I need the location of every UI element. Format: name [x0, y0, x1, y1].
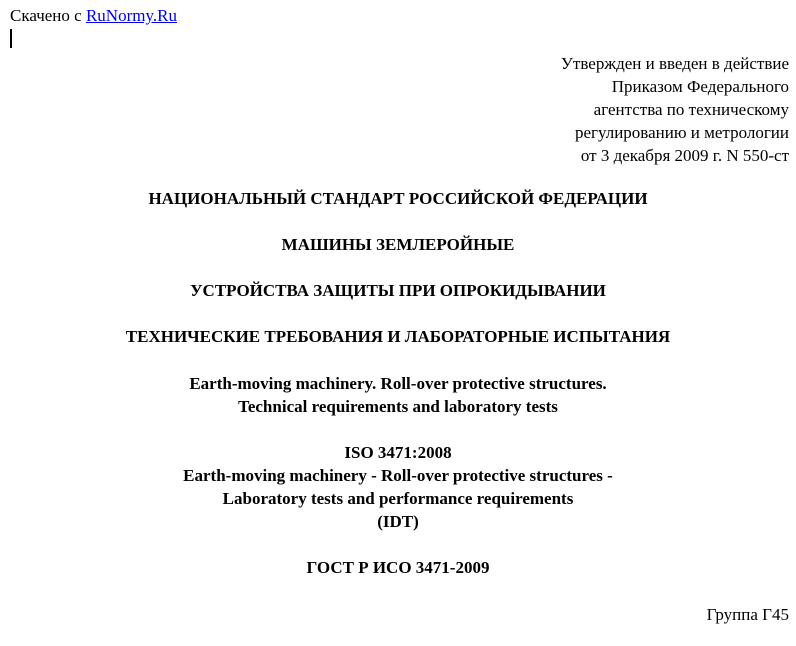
- approval-line: регулированию и метрологии: [574, 123, 789, 142]
- approval-line: Приказом Федерального: [611, 77, 789, 96]
- english-title-line-2: Technical requirements and laboratory tests: [238, 397, 558, 416]
- approval-line: Утвержден и введен в действие: [560, 54, 789, 73]
- download-prefix: Скачено с: [10, 6, 86, 25]
- scope-heading: ТЕХНИЧЕСКИЕ ТРЕБОВАНИЯ И ЛАБОРАТОРНЫЕ ИСПЫТАНИЯ: [125, 327, 671, 346]
- text-cursor: [10, 29, 12, 48]
- iso-title-line-2: Laboratory tests and performance requirements: [222, 489, 574, 508]
- iso-equivalence: (IDT): [377, 512, 419, 531]
- approval-line: от 3 декабря 2009 г. N 550-ст: [580, 146, 789, 165]
- topic-heading: УСТРОЙСТВА ЗАЩИТЫ ПРИ ОПРОКИДЫВАНИИ: [190, 281, 606, 300]
- download-source-line: [10, 5, 177, 27]
- iso-code: ISO 3471:2008: [344, 443, 452, 462]
- approval-block: [561, 52, 789, 167]
- standard-type-heading: НАЦИОНАЛЬНЫЙ СТАНДАРТ РОССИЙСКОЙ ФЕДЕРАЦИИ: [148, 189, 648, 208]
- group-code: Группа Г45: [706, 605, 789, 624]
- approval-line: агентства по техническому: [593, 100, 789, 119]
- subject-heading: МАШИНЫ ЗЕМЛЕРОЙНЫЕ: [281, 235, 515, 254]
- gost-designation: ГОСТ Р ИСО 3471-2009: [306, 558, 490, 577]
- runormy-link[interactable]: RuNormy.Ru: [85, 6, 177, 25]
- iso-title-line-1: Earth-moving machinery - Roll-over protective structures -: [183, 466, 613, 485]
- english-title-line-1: Earth-moving machinery. Roll-over protective structures.: [189, 374, 607, 393]
